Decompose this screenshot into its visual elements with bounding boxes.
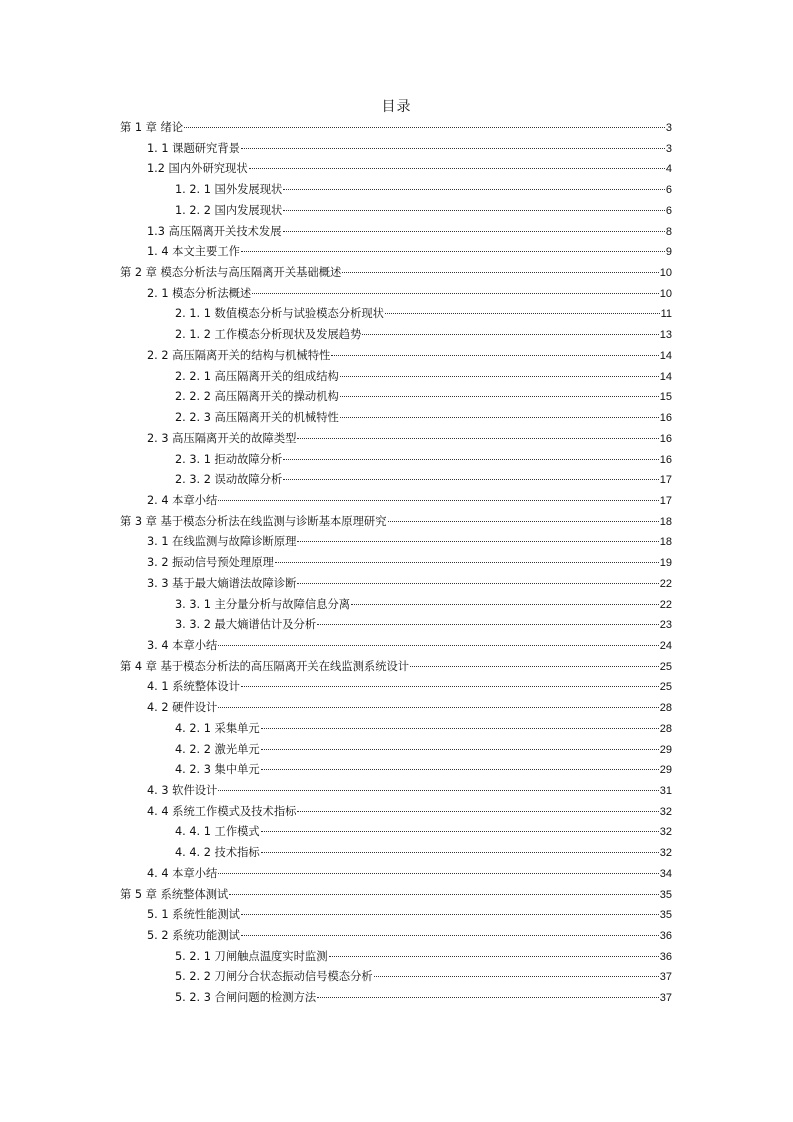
dot-leader bbox=[283, 479, 658, 480]
toc-entry[interactable] bbox=[120, 243, 672, 264]
toc-entry[interactable] bbox=[120, 492, 672, 513]
toc-entry-label: 2. 2. 1 高压隔离开关的组成结构 bbox=[175, 369, 339, 383]
toc-entry-label: 5. 2. 1 刀闸触点温度实时监测 bbox=[175, 949, 328, 963]
toc-entry-page-number: 13 bbox=[659, 329, 672, 342]
toc-entry-page-number: 18 bbox=[659, 515, 672, 528]
toc-entry-label: 4. 3 软件设计 bbox=[147, 784, 218, 797]
toc-entry[interactable] bbox=[120, 678, 672, 699]
toc-entry-page-number: 19 bbox=[659, 557, 672, 570]
toc-entry[interactable] bbox=[120, 927, 672, 948]
toc-entry-label: 4. 2. 1 采集单元 bbox=[175, 721, 260, 735]
dot-leader bbox=[410, 666, 659, 667]
toc-entry-label: 2. 3 高压隔离开关的故障类型 bbox=[147, 431, 297, 445]
toc-entry[interactable] bbox=[120, 430, 672, 451]
dot-leader bbox=[283, 189, 665, 190]
dot-leader bbox=[218, 873, 658, 874]
toc-entry[interactable] bbox=[120, 948, 672, 969]
dot-leader bbox=[275, 562, 659, 563]
toc-entry-page-number: 3 bbox=[665, 122, 672, 134]
toc-entry-page-number: 32 bbox=[659, 805, 672, 818]
toc-entry-label: 3. 4 本章小结 bbox=[147, 638, 218, 652]
toc-entry-label: 2. 1. 1 数值模态分析与试验模态分析现状 bbox=[175, 307, 384, 321]
toc-entry-label: 第 4 章 基于模态分析法的高压隔离开关在线监测系统设计 bbox=[120, 659, 410, 673]
toc-entry-page-number: 28 bbox=[659, 702, 672, 715]
toc-entry-page-number: 6 bbox=[665, 184, 672, 197]
toc-entry-page-number: 34 bbox=[659, 867, 672, 880]
dot-leader bbox=[241, 686, 659, 687]
toc-entry-label: 2. 4 本章小结 bbox=[147, 493, 218, 507]
toc-entry[interactable] bbox=[120, 347, 672, 368]
toc-entry[interactable] bbox=[120, 989, 672, 1010]
toc-entry-label: 3. 1 在线监测与故障诊断原理 bbox=[147, 535, 297, 549]
toc-entry-label: 4. 4 本章小结 bbox=[147, 866, 218, 880]
dot-leader bbox=[218, 707, 658, 708]
toc-entry[interactable] bbox=[120, 886, 672, 907]
toc-entry-page-number: 35 bbox=[659, 888, 672, 901]
toc-entry-label: 3. 3. 1 主分量分析与故障信息分离 bbox=[175, 597, 351, 611]
toc-entry-label: 5. 2 系统功能测试 bbox=[147, 929, 240, 943]
toc-entry-page-number: 14 bbox=[659, 349, 672, 362]
dot-leader bbox=[218, 645, 658, 646]
toc-entry-page-number: 22 bbox=[659, 598, 672, 611]
dot-leader bbox=[388, 521, 659, 522]
toc-entry[interactable] bbox=[120, 782, 672, 803]
toc-entry-label: 第 2 章 模态分析法与高压隔离开关基础概述 bbox=[120, 266, 342, 280]
toc-entry-page-number: 32 bbox=[659, 826, 672, 839]
toc-entry-page-number: 22 bbox=[659, 577, 672, 590]
toc-entry-page-number: 6 bbox=[665, 204, 672, 217]
toc-entry[interactable] bbox=[120, 264, 672, 285]
toc-entry-label: 1. 2. 2 国内发展现状 bbox=[175, 203, 283, 217]
dot-leader bbox=[283, 459, 658, 460]
toc-entry-label: 2. 3. 2 误动故障分析 bbox=[175, 473, 283, 487]
toc-entry-label: 1. 4 本文主要工作 bbox=[147, 245, 240, 259]
toc-entry-page-number: 15 bbox=[659, 391, 672, 404]
toc-entry-page-number: 10 bbox=[659, 287, 672, 300]
table-of-contents bbox=[120, 119, 672, 1010]
dot-leader bbox=[340, 376, 659, 377]
toc-entry[interactable] bbox=[120, 409, 672, 430]
toc-entry-label: 1.2 国内外研究现状 bbox=[147, 162, 248, 176]
toc-entry-page-number: 14 bbox=[659, 370, 672, 383]
toc-entry-label: 4. 1 系统整体设计 bbox=[147, 680, 240, 694]
dot-leader bbox=[340, 417, 659, 418]
toc-entry-page-number: 4 bbox=[665, 163, 672, 176]
toc-entry-page-number: 10 bbox=[659, 267, 672, 280]
toc-entry-label: 1. 2. 1 国外发展现状 bbox=[175, 183, 283, 197]
dot-leader bbox=[261, 831, 659, 832]
toc-entry-page-number: 23 bbox=[659, 619, 672, 632]
toc-entry-page-number: 29 bbox=[659, 764, 672, 777]
toc-entry-page-number: 3 bbox=[665, 142, 672, 155]
toc-entry-page-number: 16 bbox=[659, 453, 672, 466]
toc-entry[interactable] bbox=[120, 720, 672, 741]
toc-entry-page-number: 28 bbox=[659, 722, 672, 735]
toc-entry-page-number: 9 bbox=[665, 246, 672, 259]
dot-leader bbox=[297, 583, 658, 584]
dot-leader bbox=[317, 624, 659, 625]
dot-leader bbox=[218, 500, 658, 501]
toc-entry[interactable] bbox=[120, 119, 672, 140]
toc-entry-label: 4. 2. 2 激光单元 bbox=[175, 742, 260, 756]
toc-entry-label: 第 3 章 基于模态分析法在线监测与诊断基本原理研究 bbox=[120, 514, 387, 528]
toc-entry[interactable] bbox=[120, 285, 672, 306]
toc-entry[interactable] bbox=[120, 305, 672, 326]
dot-leader bbox=[283, 231, 665, 232]
toc-entry[interactable] bbox=[120, 451, 672, 472]
toc-entry[interactable] bbox=[120, 596, 672, 617]
toc-entry-label: 2. 1 模态分析法概述 bbox=[147, 286, 252, 300]
dot-leader bbox=[297, 438, 658, 439]
dot-leader bbox=[229, 894, 658, 895]
dot-leader bbox=[297, 541, 658, 542]
toc-entry[interactable] bbox=[120, 388, 672, 409]
toc-entry-label: 5. 1 系统性能测试 bbox=[147, 908, 240, 922]
dot-leader bbox=[261, 769, 659, 770]
toc-entry-label: 第 5 章 系统整体测试 bbox=[120, 887, 229, 901]
toc-entry-page-number: 31 bbox=[659, 785, 672, 797]
toc-entry[interactable] bbox=[120, 533, 672, 554]
toc-entry-label: 3. 2 振动信号预处理原理 bbox=[147, 556, 274, 570]
toc-entry-label: 2. 2. 3 高压隔离开关的机械特性 bbox=[175, 411, 339, 425]
toc-entry[interactable] bbox=[120, 326, 672, 347]
toc-entry-page-number: 8 bbox=[665, 225, 672, 238]
toc-entry[interactable] bbox=[120, 223, 672, 244]
toc-entry-label: 4. 4. 2 技术指标 bbox=[175, 846, 260, 860]
toc-entry-page-number: 25 bbox=[659, 660, 672, 673]
toc-entry-label: 4. 2 硬件设计 bbox=[147, 701, 218, 715]
toc-entry-page-number: 36 bbox=[659, 950, 672, 963]
toc-entry-label: 5. 2. 3 合闸问题的检测方法 bbox=[175, 991, 317, 1005]
dot-leader bbox=[283, 210, 665, 211]
toc-entry[interactable] bbox=[120, 368, 672, 389]
toc-entry-label: 4. 4. 1 工作模式 bbox=[175, 825, 260, 839]
toc-entry-page-number: 32 bbox=[659, 847, 672, 860]
dot-leader bbox=[252, 293, 659, 294]
toc-entry[interactable] bbox=[120, 803, 672, 824]
toc-entry[interactable] bbox=[120, 699, 672, 720]
toc-entry-label: 5. 2. 2 刀闸分合状态振动信号模态分析 bbox=[175, 970, 373, 984]
toc-entry[interactable] bbox=[120, 471, 672, 492]
toc-entry[interactable] bbox=[120, 741, 672, 762]
toc-entry-page-number: 18 bbox=[659, 536, 672, 549]
toc-entry[interactable] bbox=[120, 823, 672, 844]
dot-leader bbox=[342, 272, 658, 273]
toc-entry-page-number: 17 bbox=[659, 474, 672, 487]
toc-entry-page-number: 11 bbox=[660, 308, 672, 321]
toc-entry-page-number: 35 bbox=[659, 909, 672, 922]
toc-entry[interactable] bbox=[120, 844, 672, 865]
toc-entry[interactable] bbox=[120, 616, 672, 637]
dot-leader bbox=[351, 604, 659, 605]
dot-leader bbox=[385, 313, 660, 314]
toc-entry-page-number: 16 bbox=[659, 432, 672, 445]
toc-entry[interactable] bbox=[120, 637, 672, 658]
dot-leader bbox=[249, 168, 665, 169]
toc-entry-page-number: 29 bbox=[659, 743, 672, 756]
toc-entry[interactable] bbox=[120, 140, 672, 161]
toc-title: 目录 bbox=[381, 99, 412, 115]
dot-leader bbox=[331, 355, 658, 356]
dot-leader bbox=[241, 935, 659, 936]
toc-entry[interactable] bbox=[120, 554, 672, 575]
dot-leader bbox=[241, 914, 659, 915]
toc-entry[interactable] bbox=[120, 865, 672, 886]
toc-entry[interactable] bbox=[120, 906, 672, 927]
toc-entry-label: 2. 2 高压隔离开关的结构与机械特性 bbox=[147, 348, 331, 362]
toc-entry-page-number: 37 bbox=[659, 971, 672, 984]
dot-leader bbox=[362, 334, 658, 335]
toc-entry[interactable] bbox=[120, 513, 672, 534]
toc-entry[interactable] bbox=[120, 658, 672, 679]
dot-leader bbox=[261, 749, 659, 750]
toc-entry-label: 3. 3. 2 最大熵谱估计及分析 bbox=[175, 618, 317, 632]
toc-entry-label: 4. 4 系统工作模式及技术指标 bbox=[147, 804, 297, 818]
toc-entry-label: 1. 1 课题研究背景 bbox=[147, 141, 240, 155]
toc-entry[interactable] bbox=[120, 160, 672, 181]
toc-entry-page-number: 16 bbox=[659, 412, 672, 425]
toc-entry-page-number: 37 bbox=[659, 992, 672, 1005]
toc-entry-page-number: 17 bbox=[659, 494, 672, 507]
toc-entry[interactable] bbox=[120, 761, 672, 782]
toc-entry-label: 第 1 章 绪论 bbox=[120, 121, 184, 134]
dot-leader bbox=[184, 127, 665, 128]
toc-entry[interactable] bbox=[120, 181, 672, 202]
dot-leader bbox=[374, 976, 659, 977]
toc-entry-page-number: 25 bbox=[659, 681, 672, 694]
dot-leader bbox=[340, 396, 659, 397]
dot-leader bbox=[329, 956, 659, 957]
toc-entry-label: 2. 3. 1 拒动故障分析 bbox=[175, 452, 283, 466]
toc-entry-label: 2. 1. 2 工作模态分析现状及发展趋势 bbox=[175, 328, 362, 342]
toc-entry[interactable] bbox=[120, 968, 672, 989]
dot-leader bbox=[241, 251, 665, 252]
toc-entry-page-number: 24 bbox=[659, 639, 672, 652]
dot-leader bbox=[317, 997, 659, 998]
toc-entry-page-number: 36 bbox=[659, 930, 672, 943]
dot-leader bbox=[297, 811, 658, 812]
toc-entry[interactable] bbox=[120, 575, 672, 596]
toc-entry-label: 3. 3 基于最大熵谱法故障诊断 bbox=[147, 576, 297, 590]
dot-leader bbox=[218, 790, 658, 791]
dot-leader bbox=[241, 148, 665, 149]
toc-entry-label: 4. 2. 3 集中单元 bbox=[175, 763, 260, 777]
dot-leader bbox=[261, 728, 659, 729]
toc-entry[interactable] bbox=[120, 202, 672, 223]
toc-entry-label: 1.3 高压隔离开关技术发展 bbox=[147, 224, 282, 238]
toc-entry-label: 2. 2. 2 高压隔离开关的操动机构 bbox=[175, 390, 339, 404]
dot-leader bbox=[261, 852, 659, 853]
